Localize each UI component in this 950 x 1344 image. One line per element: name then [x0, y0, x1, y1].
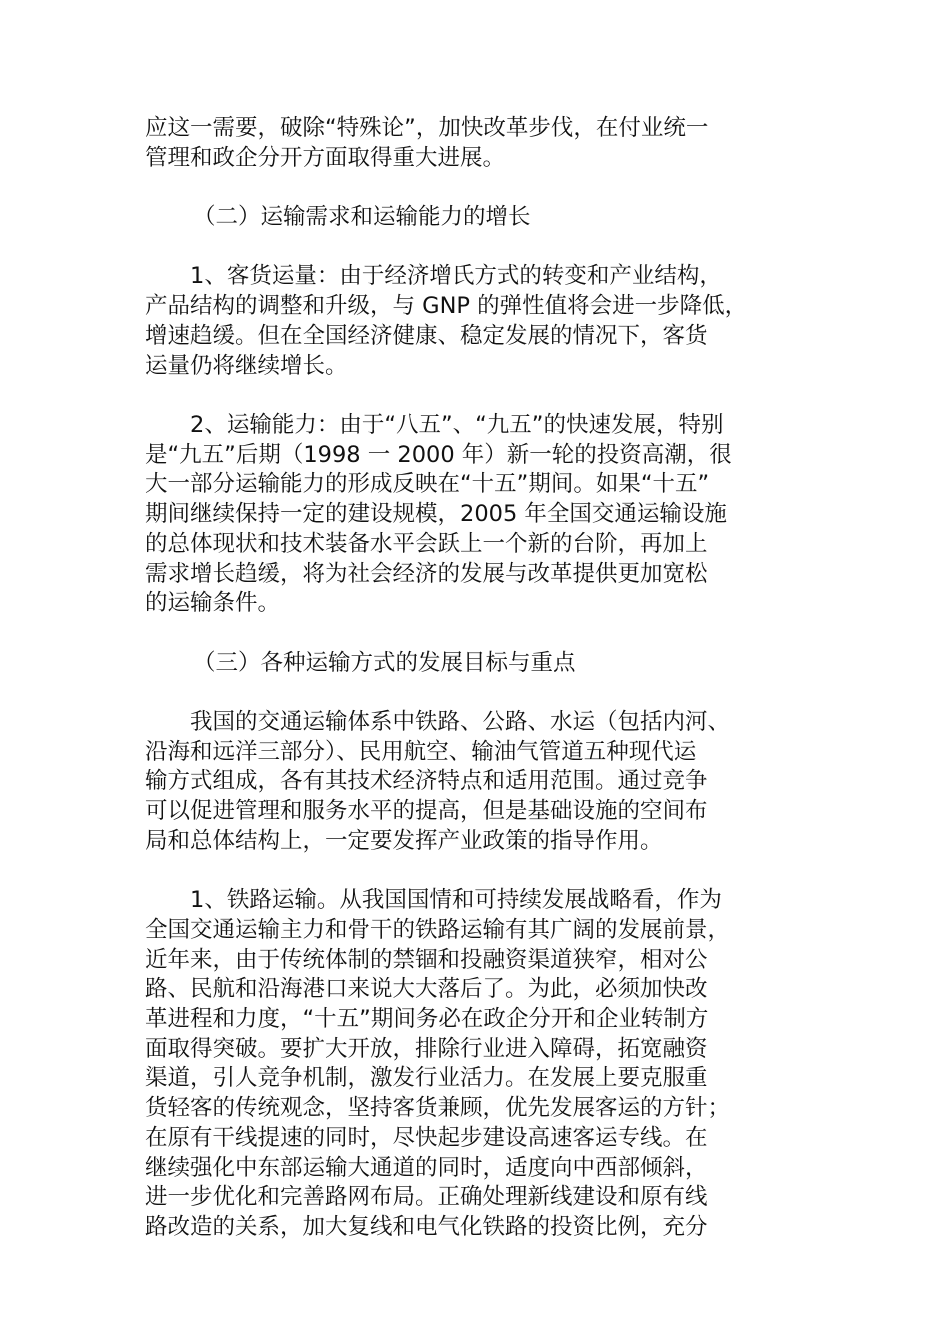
text-line: 在原有干线提速的同时，尽快起步建设高速客运专线。在	[145, 1124, 708, 1151]
text-line: 输方式组成，各有其技术经济特点和适用范围。通过竞争	[145, 768, 708, 795]
text-line: 增速趋缓。但在全国经济健康、稳定发展的情况下，客货	[145, 322, 708, 349]
text-line: 局和总体结构上，一定要发挥产业政策的指导作用。	[145, 827, 663, 854]
text-line: 近年来，由于传统体制的禁锢和投融资渠道狭窄，相对公	[145, 946, 708, 973]
paragraph-transport-capacity	[145, 411, 825, 619]
text-line: 1、客货运量：由于经济增氏方式的转变和产业结构，	[190, 263, 722, 290]
heading-text: （二）运输需求和运输能力的增长	[193, 204, 531, 231]
paragraph-passenger-freight-volume	[145, 262, 825, 381]
text-line: 是“九五”后期（1998 一 2000 年）新一轮的投资高潮，很	[145, 441, 732, 468]
text-line: 的运输条件。	[145, 590, 281, 617]
heading-text: （三）各种运输方式的发展目标与重点	[193, 649, 576, 676]
text-line: 的总体现状和技术装备水平会跃上一个新的台阶，再加上	[145, 530, 708, 557]
document-body	[145, 114, 825, 1272]
text-line: 大一部分运输能力的形成反映在“十五”期间。如果“十五”	[145, 471, 710, 498]
text-line: 运量仍将继续增长。	[145, 352, 348, 379]
paragraph-railway-transport	[145, 886, 825, 1242]
paragraph-transport-system	[145, 708, 825, 857]
text-line: 进一步优化和完善路网布局。正确处理新线建设和原有线	[145, 1184, 708, 1211]
text-line: 管理和政企分开方面取得重大进展。	[145, 144, 506, 171]
text-line: 货轻客的传统观念，坚持客货兼顾，优先发展客运的方针；	[145, 1095, 731, 1122]
text-line: 面取得突破。要扩大开放，排除行业进入障碍，拓宽融资	[145, 1035, 708, 1062]
text-line: 渠道，引人竞争机制，激发行业活力。在发展上要克服重	[145, 1065, 708, 1092]
text-line: 产品结构的调整和升级，与 GNP 的弹性值将会进一步降低，	[145, 293, 748, 320]
text-line: 全国交通运输主力和骨干的铁路运输有其广阔的发展前景，	[145, 916, 731, 943]
section-heading-demand-capacity	[145, 203, 825, 233]
text-line: 需求增长趋缓，将为社会经济的发展与改革提供更加宽松	[145, 560, 708, 587]
text-line: 应这一需要，破除“特殊论”，加快改革步伐，在付业统一	[145, 115, 709, 141]
text-line: 路改造的关系，加大复线和电气化铁路的投资比例，充分	[145, 1213, 708, 1240]
text-line: 1、铁路运输。从我国国情和可持续发展战略看，作为	[190, 887, 722, 914]
text-line: 革进程和力度，“十五”期间务必在政企分开和企业转制方	[145, 1006, 709, 1032]
text-line: 路、民航和沿海港口来说大大落后了。为此，必须加快改	[145, 976, 708, 1003]
paragraph-reform-progress	[145, 114, 825, 173]
text-line: 期间继续保持一定的建设规模，2005 年全国交通运输设施	[145, 501, 727, 528]
text-line: 我国的交通运输体系中铁路、公路、水运（包括内河、	[190, 708, 731, 735]
text-line: 沿海和远洋三部分）、民用航空、输油气管道五种现代运	[145, 738, 697, 765]
text-line: 继续强化中东部运输大通道的同时，适度向中西部倾斜，	[145, 1154, 708, 1181]
text-line: 可以促进管理和服务水平的提高，但是基础设施的空间布	[145, 798, 708, 825]
text-line: 2、运输能力：由于“八五”、“九五”的快速发展，特别	[190, 411, 724, 438]
section-heading-transport-modes	[145, 649, 825, 679]
